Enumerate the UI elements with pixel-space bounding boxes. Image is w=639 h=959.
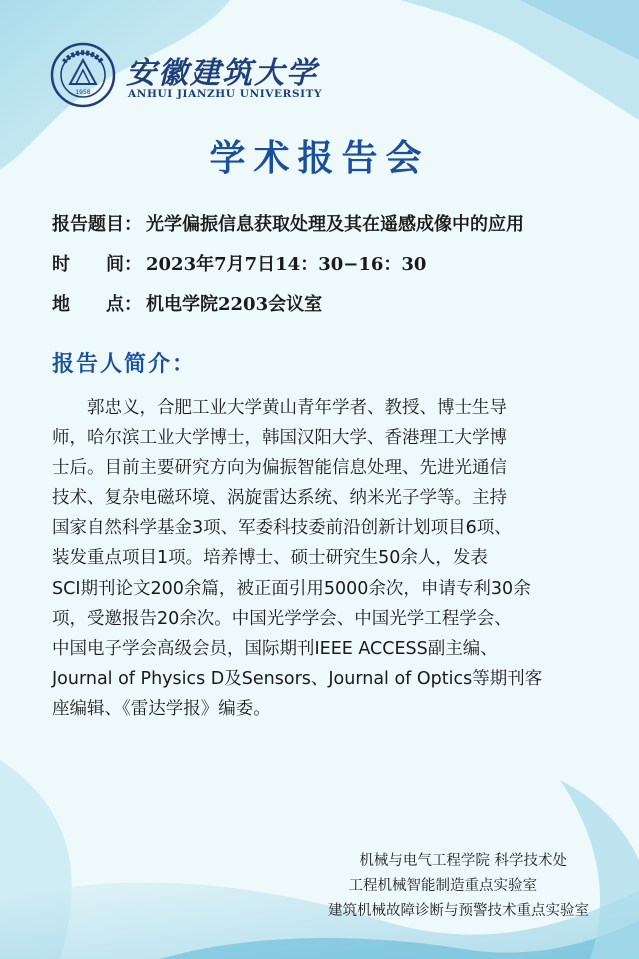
time-row <box>52 253 524 293</box>
bio-line: 郭忠义，合肥工业大学黄山青年学者、教授、博士生导 <box>87 398 507 418</box>
bio-line: 技术、复杂电磁环境、涡旋雷达系统、纳米光子学等。主持 <box>52 488 507 509</box>
speaker-bio <box>52 393 592 724</box>
bio-line: 装发重点项目1项。培养博士、硕士研究生50余人，发表 <box>52 548 488 569</box>
seal-year: 1958 <box>75 89 91 96</box>
bio-line: 中国电子学会高级会员，国际期刊IEEE ACCESS副主编、 <box>52 638 498 659</box>
organizer-line: 机械与电气工程学院 科学技术处 <box>359 853 567 869</box>
university-name-cn: 安徽建筑大学 <box>126 56 318 91</box>
organizer-line: 工程机械智能制造重点实验室 <box>348 878 537 894</box>
time-label: 时 间： <box>52 254 142 275</box>
topic-label: 报告题目： <box>52 214 142 235</box>
organizer-line: 建筑机械故障诊断与预警技术重点实验室 <box>328 903 589 919</box>
place-value: 机电学院2203会议室 <box>146 294 323 315</box>
speaker-bio-heading: 报告人简介： <box>52 352 197 377</box>
place-row <box>52 293 524 333</box>
page-title: 学术报告会 <box>209 138 430 179</box>
bio-line: 项，受邀报告20余次。中国光学学会、中国光学工程学会、 <box>52 608 512 629</box>
topic-row <box>52 213 524 253</box>
organizers <box>328 849 589 924</box>
event-info <box>52 213 524 333</box>
bio-line: SCI期刊论文200余篇，被正面引用5000余次，申请专利30余 <box>52 578 531 599</box>
university-logo <box>50 42 410 112</box>
bio-line: 国家自然科学基金3项、军委科技委前沿创新计划项目6项、 <box>52 518 512 539</box>
bio-line: 座编辑、《雷达学报》编委。 <box>52 698 271 719</box>
topic-value: 光学偏振信息获取处理及其在遥感成像中的应用 <box>146 214 524 235</box>
university-seal-icon <box>50 42 116 108</box>
bio-line: 士后。目前主要研究方向为偏振智能信息处理、先进光通信 <box>52 458 507 479</box>
bio-line: Journal of Physics D及Sensors、Journal of Optics等期刊客 <box>52 668 543 689</box>
university-name-en: ANHUI JIANZHU UNIVERSITY <box>128 88 323 100</box>
bio-line: 师，哈尔滨工业大学博士，韩国汉阳大学、香港理工大学博 <box>52 428 507 449</box>
place-label: 地 点： <box>52 294 142 315</box>
time-value: 2023年7月7日14：30−16：30 <box>146 254 427 275</box>
